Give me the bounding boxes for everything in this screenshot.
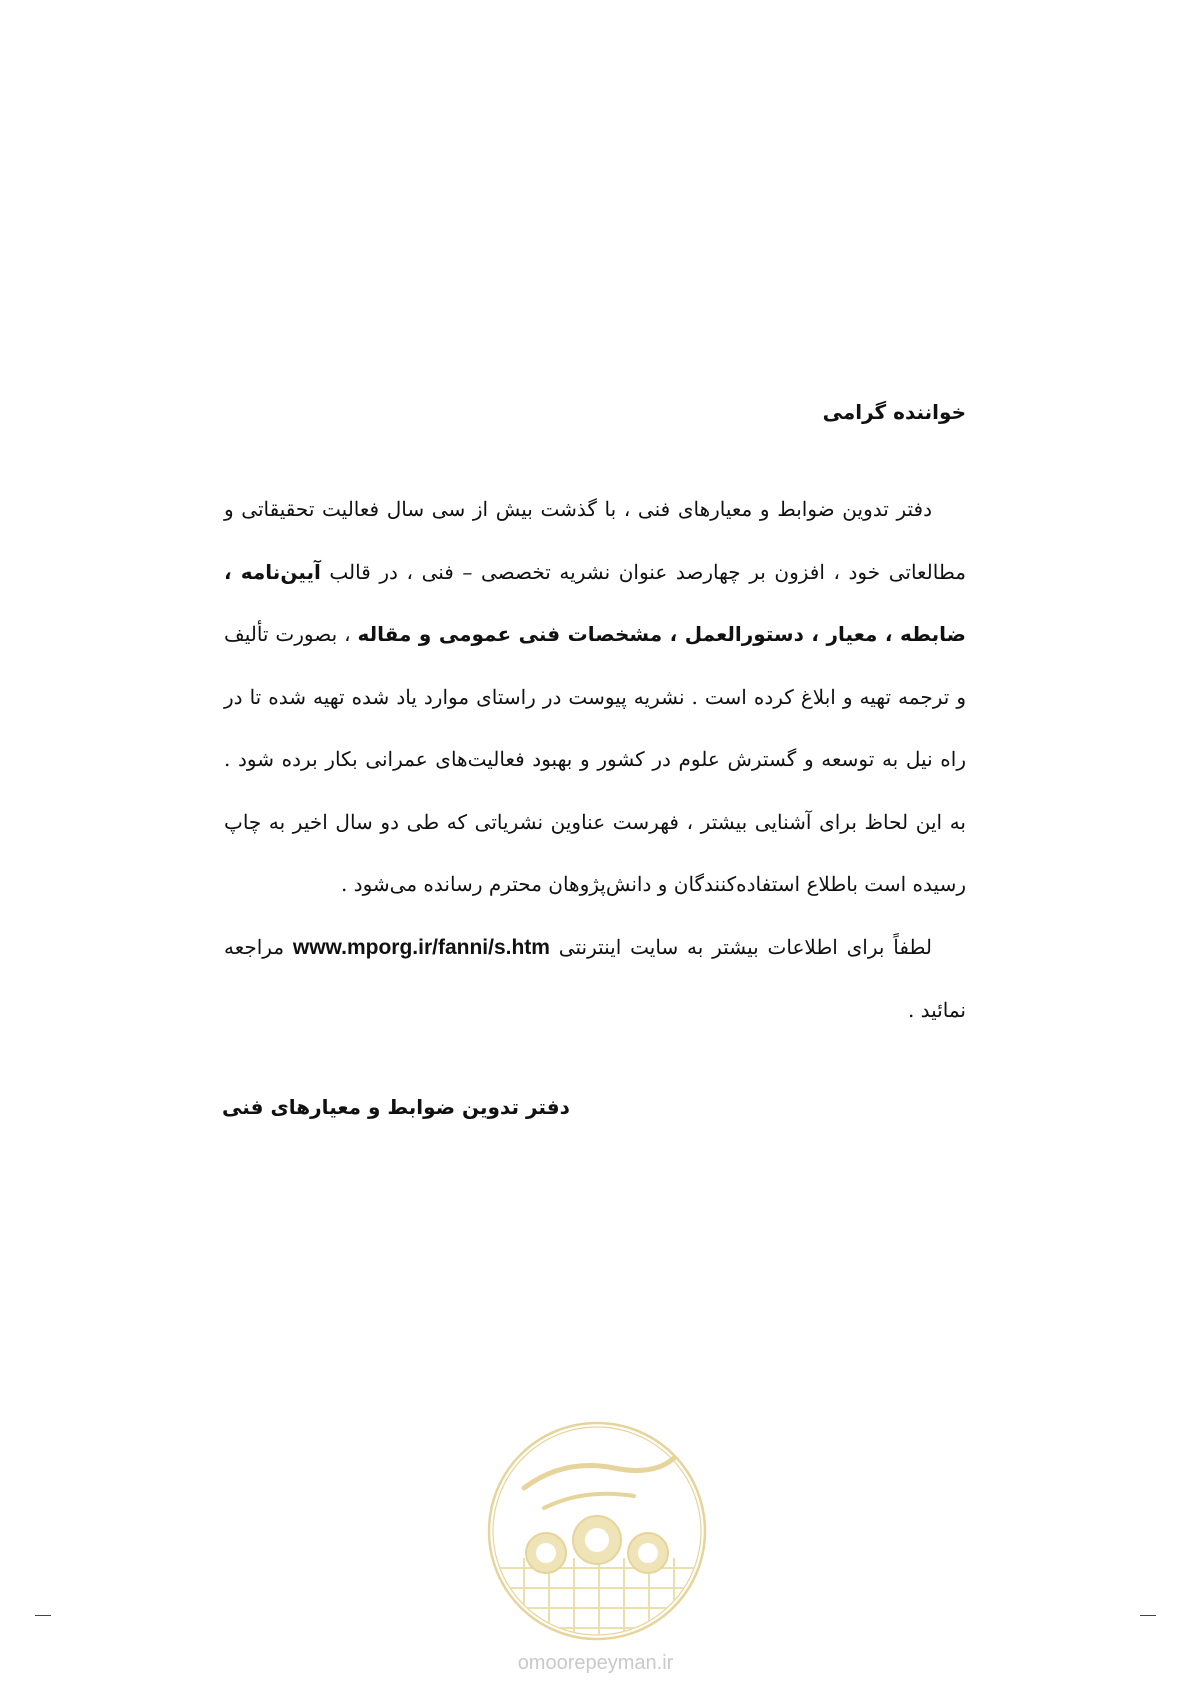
greeting-heading: خواننده گرامی [822,400,966,424]
watermark-url: omoorepeyman.ir [517,1652,674,1674]
left-edge-mark [35,1615,51,1616]
website-link[interactable]: www.mporg.ir/fanni/s.htm [292,935,550,959]
website-paragraph [224,916,966,1042]
publication-types: آیین‌نامه ، ضابطه ، معیار ، دستورالعمل ، مشخصات فنی عمومی و مقاله [224,559,967,646]
website-text-end: مراجعه نمائید . [224,934,966,1022]
intro-text-end: ، بصورت تألیف و ترجمه تهیه و ابلاغ کرده است . نشریه پیوست در راستای موارد یاد شده تهیه شده تا در راه نیل به توسعه و گسترش علوم در کشور و بهبود فعالیت‌های عمرانی بکار برده شود . به این لحاظ برای آشنایی بیشتر ، فهرست عناوین نشریاتی که طی دو سال اخیر به چاپ رسیده است باطلاع استفاده‌کنندگان و دانش‌پژوهان محترم رسانده می‌شود . [224,622,966,896]
letter-body [224,478,966,1042]
watermark-seal-logo [484,1418,710,1644]
right-edge-mark [1140,1615,1156,1616]
signature: دفتر تدوین ضوابط و معیارهای فنی [222,1095,570,1119]
intro-text-start: دفتر تدوین ضوابط و معیارهای فنی ، با گذشت بیش از سی سال فعالیت تحقیقاتی و مطالعاتی خود ، افزون بر چهارصد عنوان نشریه تخصصی – فنی ، در قالب [224,497,966,584]
intro-paragraph [224,478,966,916]
website-text-start: لطفاً برای اطلاعات بیشتر به سایت اینترنتی [549,934,932,959]
